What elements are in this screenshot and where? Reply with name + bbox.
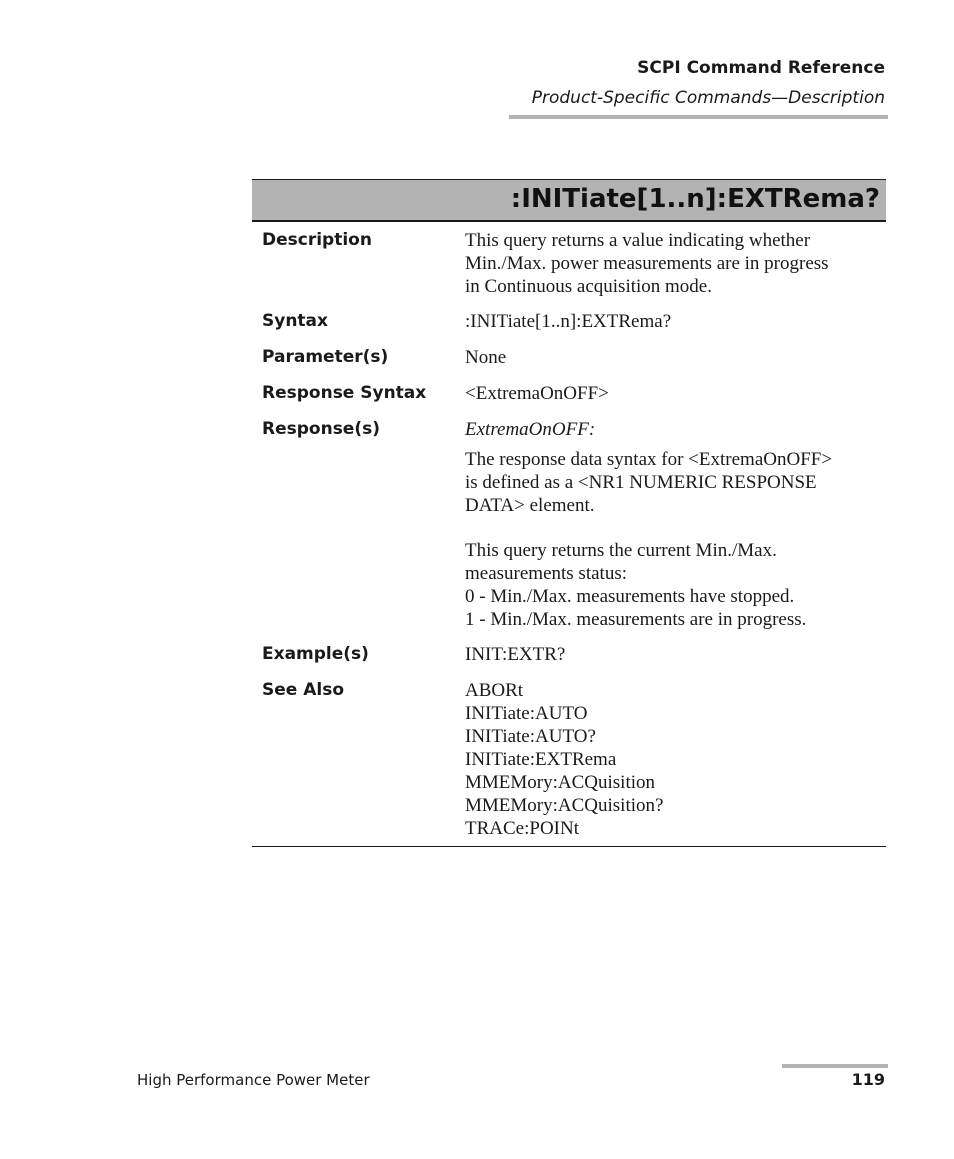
see-also-list [465,679,885,840]
responses-line: This query returns the current Min./Max. [465,540,777,561]
response-syntax-value: <ExtremaOnOFF> [465,383,609,404]
responses-line: 1 - Min./Max. measurements are in progress. [465,609,807,630]
description-label: Description [262,230,372,250]
see-also-item: MMEMory:ACQuisition? [465,795,664,816]
responses-line: 0 - Min./Max. measurements have stopped. [465,586,795,607]
footer-rule [782,1064,888,1068]
responses-line: The response data syntax for <ExtremaOnOFF> [465,449,833,470]
page-number: 119 [851,1070,885,1089]
examples-label: Example(s) [262,644,369,664]
command-title: :INITiate[1..n]:EXTRema? [510,184,880,214]
responses-line: measurements status: [465,563,627,584]
parameters-value: None [465,347,507,368]
parameters-label: Parameter(s) [262,347,389,367]
description-value [465,229,885,298]
syntax-value: :INITiate[1..n]:EXTRema? [465,311,672,332]
examples-value: INIT:EXTR? [465,644,566,665]
command-title-bar [252,179,886,222]
see-also-item: ABORt [465,680,524,701]
responses-line: DATA> element. [465,495,595,516]
see-also-item: INITiate:AUTO [465,703,588,724]
syntax-label: Syntax [262,311,328,331]
responses-value [465,448,885,631]
description-line: This query returns a value indicating whether [465,230,811,251]
description-line: Min./Max. power measurements are in progress [465,253,829,274]
see-also-item: INITiate:EXTRema [465,749,617,770]
responses-name: ExtremaOnOFF: [465,419,596,440]
responses-line: is defined as a <NR1 NUMERIC RESPONSE [465,472,817,493]
paragraph-spacer [465,517,885,539]
description-line: in Continuous acquisition mode. [465,276,712,297]
footer-product-name: High Performance Power Meter [137,1071,370,1089]
responses-label: Response(s) [262,419,380,439]
header-rule [509,115,888,119]
see-also-item: MMEMory:ACQuisition [465,772,656,793]
see-also-item: INITiate:AUTO? [465,726,596,747]
running-header-subtitle: Product-Specific Commands—Description [531,88,885,108]
table-bottom-rule [252,846,886,847]
response-syntax-label: Response Syntax [262,383,427,403]
see-also-label: See Also [262,680,345,700]
see-also-item: TRACe:POINt [465,818,579,839]
running-header-title: SCPI Command Reference [637,58,885,78]
